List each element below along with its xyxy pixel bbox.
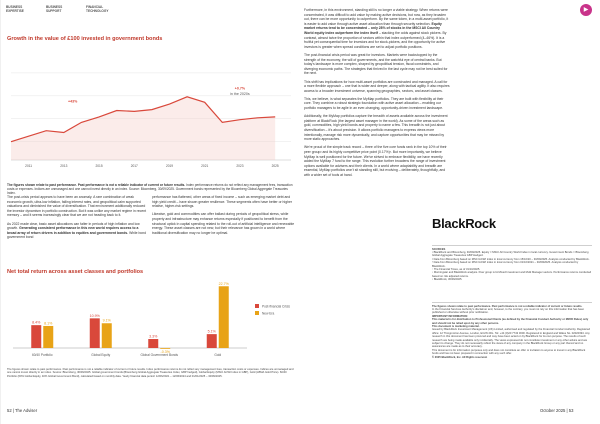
issued-title: This document is marketing material. [432, 325, 480, 329]
bar [102, 323, 112, 348]
paragraph [304, 8, 450, 49]
paragraph-text: Furthermore, in this environment, standing still is no longer a viable strategy. When returns were concentrated, it was difficult to add value by making active decisions, but now, as they broaden out, there can be more opportunity to outperform. By the same token, in a multi-asset portfolio, it is easier to add value through active asset allocation than through security selection. [304, 8, 449, 26]
paragraph-text: While bond government bond [7, 230, 147, 240]
x-tick-label: 2011 [25, 164, 33, 168]
sources-title: SOURCES [432, 247, 446, 251]
annotation: +0.7% [234, 86, 246, 91]
issued-text-2: This document is for information purposes only and does not constitute an offer or invitation to anyone to invest in any BlackRock funds and has not been prepared in connection with any such offer. [432, 348, 586, 356]
important-info-block [432, 302, 592, 359]
bar-chart-caption: The figures shown relate to past performance. Past performance is not a reliable indicator of current or future results. Index performance returns do not reflect any management fees, transaction costs or expenses. Indices are unmanaged and one cannot invest directly in an index. Source: Bloomberg, 30/09/2025. Global government bonds (Bloomberg Global Aggregate Treasuries Index, GBP hedged), Global Equity (MSCI ACWI Index in GBP), Gold (LBMA Gold Price). 60/40 Portfolio (60% Global Equity, 40% Global Government Bond), calculated based on monthly data. Yearly financial data period: 12/06/2021 – 12/06/2024 and 01/01/2025 – 30/09/2025. [7, 368, 294, 378]
brand-item: FINANCIAL TECHNOLOGY [86, 5, 109, 13]
paragraph: This shift has implications for how multi-asset portfolios are constructed and managed. A call for a more flexible approach – one that is wider and deeper, along with tactical agility. It also requires access to a broader investment universe, spanning geographies, sectors, and asset classes. [304, 79, 450, 93]
paragraph: The post-crisis period appears to have been an anomaly. A rare combination of weak economic growth, ultra-low inflation, falling interest rates, and geopolitical calm supported valuations and diminished the value of diversification. That environment additionally reduced the investor dynamism in portfolio construction. But it was unlike any market regime in recent memory – and it seems increasingly clear that we are not heading back to it. [7, 195, 147, 218]
brand-item: BUSINESS SUPPORT [46, 5, 63, 13]
category-label: Gold [214, 353, 222, 357]
bar [207, 334, 217, 348]
category-label: Global Government Bonds [140, 353, 179, 357]
bar [148, 339, 158, 348]
paragraph [7, 222, 147, 240]
bar [160, 348, 170, 349]
source-note: ² Data from Bloomberg based on MSCI ACWI index in local currency from 15/10/20 – 30/09/2025. Analysis conducted by BlackRock. [432, 257, 590, 261]
caption-text: Index performance returns do not reflect any management fees, transaction costs or expenses. Indices are unmanaged and one cannot invest directly in an index. Source: Bloomberg, 30/09/2025. Government bonds represented by the Bloomberg Global Aggregate Treasuries Index. [7, 183, 293, 195]
x-tick-label: 2021 [201, 164, 209, 168]
page-gutter [0, 0, 1, 424]
divider [432, 245, 592, 246]
legend-label: Post-financial Crisis [262, 304, 290, 309]
paragraph-text: As 2022 made clear, basic asset allocations can falter in periods of high inflation and low growth. [7, 221, 140, 231]
category-label: 60/40 Portfolio [31, 353, 53, 357]
paragraph: performance has flattened, other areas of fixed income – such as emerging market debt and high yield credit – have shown greater resilience. These segments often have better or higher relative, higher-risk settings. [152, 195, 292, 209]
growth-chart-caption [7, 183, 297, 195]
returns-bar-chart [7, 276, 295, 362]
copyright: © 2025 BlackRock, Inc. All Rights reserved. [432, 355, 488, 359]
blackrock-logo: BlackRock [432, 216, 496, 231]
paragraph: This, we believe, is what separates the MyMap portfolios. They are built with flexibility at their core. They combine a robust strategic foundation with active asset allocation – enabling our portfolio managers to be agile in an ever-changing, opportunity-driven investment landscape. [304, 96, 444, 111]
caption-bold: The figures shown relate to past performance. Past performance is not a reliable indicator of current or future results. [7, 183, 186, 187]
right-column-1 [304, 8, 450, 181]
adviser-logo-icon: ▶ [580, 4, 592, 16]
x-tick-label: 2023 [236, 164, 244, 168]
bar-chart-title: Net total return across asset classes and portfolios [7, 269, 144, 275]
paragraph-text: . It is a fruitful yet consequential time for investors and for stock-pickers, and the opportunity for active investors is greater when spread conditions are set to adjust portfolio positions. [304, 35, 446, 49]
bar [219, 286, 229, 348]
value-label: 9.1% [102, 318, 111, 323]
bar [90, 318, 100, 348]
legend-label: New Era [262, 311, 275, 316]
brand-bar [6, 6, 112, 13]
legend-swatch [255, 311, 259, 315]
annotation: +43% [67, 99, 78, 104]
value-label: 8.1% [44, 321, 53, 326]
paragraph-bold: Equity market returns tend to be concentrated – only 28% of stocks in the MSCI All Country World equity index outperform the index itself [304, 21, 442, 35]
left-column-1 [7, 195, 147, 244]
x-tick-label: 2015 [95, 164, 103, 168]
risk-text: In the Financial Services Authority's disclaimer and, however, to the contrary, you must not rely on this information that has been published or otherwise without prior notification. [432, 308, 585, 315]
brand-item: BUSINESS EXPERTISE [6, 5, 24, 13]
source-note: ¹ BlackRock and Bloomberg, 30/09/2025. Equity = MSCI All Country World Index in local currency. Government Bonds = Bloomberg Global Aggregate Treasuries GBP Hedged. [432, 251, 589, 258]
growth-chart-title: Growth in the value of £100 invested in government bonds [7, 36, 163, 42]
important-title: IMPORTANT INFORMATION [432, 314, 468, 318]
category-label: Global Equity [91, 353, 111, 357]
x-tick-label: 2025 [271, 164, 279, 168]
value-label: 22.7% [218, 281, 229, 286]
x-tick-label: 2017 [130, 164, 138, 168]
value-label: -0.3% [160, 349, 170, 354]
value-label: 3.3% [149, 334, 158, 339]
divider [432, 302, 592, 303]
paragraph: Additionally, the MyMap portfolios capture the breadth of assets available across the investment platform at BlackRock (the largest asset manager in the world). As some of the areas such as gold, commodities, high yield bonds and property to name a few. This breadth is not just about diversification – it's about precision. It allows portfolio managers to express views more intentionally, manage risk more dynamically, and capture opportunities that may be missed by more static approaches. [304, 114, 448, 142]
x-tick-label: 2019 [165, 164, 174, 168]
bar [31, 325, 41, 348]
value-label: 10.9% [89, 313, 100, 318]
legend-swatch [255, 304, 259, 308]
x-tick-label: 2013 [60, 164, 68, 168]
bar [43, 326, 53, 348]
value-label: 8.4% [32, 320, 41, 325]
paragraph: Likewise, gold and commodities can offer ballast during periods of geopolitical stress, while property and infrastructure may enhance returns especially if positioned to benefit from the structural uptick in capital spending related to the roll-out of artificial intelligence and renewable energy. These asset classes are not new, but their relevance has grown in a world where traditional diversification may no longer be optimal. [152, 212, 295, 235]
footer-left: 52 | The Adviser [7, 408, 38, 413]
issued-text: Issued by BlackRock Investment Management (UK) Limited, authorised and regulated by the Financial Conduct Authority. Registered office: 12 Throgmorton Avenue, London, EC2N 2DL. Tel: +44 (0)20 7743 3000. Registered in England and Wales No. 02020394. Any research in this document has been procured and may have been acted on by BlackRock for its own purpose. The results of such research are being made available only incidentally. The views expressed do not constitute investment or any other advice and are subject to change. They do not necessarily reflect the views of any company in the BlackRock Group or any part thereof and no assurances are made as to their accuracy. [432, 328, 590, 349]
footer-right: October 2025 | 53 [540, 408, 574, 413]
annotation: in the 2020s [230, 91, 250, 96]
value-label: 5.1% [207, 329, 216, 334]
risk-title: The figures shown relate to past performance. Past performance is not a reliable indicator of current or future results. [432, 304, 583, 308]
series-area [11, 97, 275, 160]
source-note: ⁴ The Financial Times, as of 31/10/2025. [432, 268, 481, 272]
paragraph-text: – stacking the odds against stock pickers. By contrast, almost twice the proportion of sectors within that index outperformed (4–46%) [304, 30, 447, 40]
source-note: ³ Data from Bloomberg based on MSCI ACWI index in local currency from 01/10/2021 – 30/09/2025. Analysis conducted by BlackRock. [432, 261, 579, 268]
source-note: ⁵ Morningstar and BlackRock analysis. Peer group is IA Mixed Investment and Multi Manager sectors. Performance returns conducted based on risk adjusted returns. [432, 271, 592, 278]
paragraph: We're proud of the simple track record – three of the five core funds rank in the top 10% of their peer group² and its highly competitive price point (0.17%)³. But more importantly, we believe MyMap is well positioned for the future. We've strived to embrace flexibility, we have recently added the MyMap 7 fund to the range. This evolution further broadens the range of investment options available for advisers and their clients. In a world where adaptability and breadth are essential, MyMap portfolios won't sit standing still, but evolving – deliberately, thoughtfully, and with a wider set of tools at hand. [304, 145, 447, 177]
left-column-2 [152, 195, 295, 239]
paragraph: The post-financial crisis period was great for investors. Markets were backstopped by the strength of the economy, the will of governments, and the watchful eye of central banks. But today's landscape is more complex, shaped by geopolitical tension, fiscal constraints, and diverging economic paths. The strategies that thrived in the last cycle may not be best suited for the next. [304, 52, 448, 76]
sources-block [432, 245, 592, 282]
paragraph-bold: Generating consistent performance in this new world requires access to a broad array of return drivers in addition to equities and government bonds. [7, 226, 139, 235]
source-note: ⁶ BlackRock, 30/09/2025. [432, 278, 463, 282]
important-bold: This material is for distribution to Professional Clients (as defined by the Financial Conduct Authority or MiFID Rules) only and should not be relied upon by any other persons. [432, 318, 589, 325]
growth-line-chart [7, 44, 295, 172]
